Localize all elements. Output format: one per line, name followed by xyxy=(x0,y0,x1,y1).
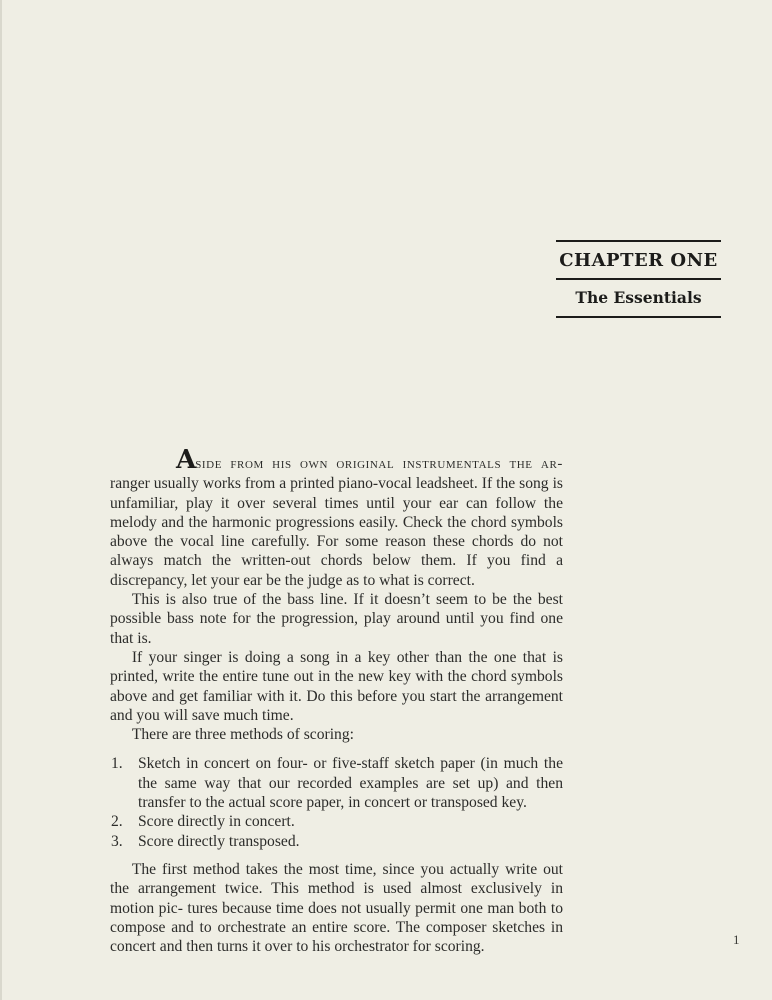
chapter-title: CHAPTER ONE xyxy=(559,250,718,271)
list-item-text: Score directly transposed. xyxy=(138,832,300,850)
methods-list xyxy=(110,754,563,850)
page-edge xyxy=(0,0,2,1000)
opening-smallcaps: side from his own original instrumentals the ar- xyxy=(195,456,563,472)
drop-cap: A xyxy=(176,445,196,475)
paragraph-3: If your singer is doing a song in a key other than the one that is printed, write the entire tune out in the new key with the chord symbols above and get familiar with it. Do this before you start the arrangement and you will save much time. xyxy=(110,648,563,724)
list-item xyxy=(110,832,563,851)
list-item-number: 2. xyxy=(111,813,123,831)
list-item xyxy=(110,754,563,812)
page-number: 1 xyxy=(733,932,740,947)
list-item xyxy=(110,812,563,831)
chapter-heading xyxy=(556,240,721,318)
body-text xyxy=(110,445,563,956)
paragraph-4: There are three methods of scoring: xyxy=(131,726,354,744)
paragraph-1 xyxy=(110,445,563,590)
paragraph-1-text: ranger usually works from a printed piano-vocal leadsheet. If the song is unfamiliar, play it over several times until your ear can follow the melody and the harmonic progressions easily. Check the chord symbols above the vocal line carefully. For some reason these chords do not always match the written-out chords below them. If you find a discrepancy, let your ear be the judge as to what is correct. xyxy=(110,475,563,589)
list-item-text: Score directly in concert. xyxy=(138,813,295,831)
chapter-subtitle: The Essentials xyxy=(575,288,702,307)
list-item-text: Sketch in concert on four- or five-staff sketch paper (in much the the same way that our recorded examples are set up) and then transfer to the actual score paper, in concert or transposed key. xyxy=(138,755,563,812)
chapter-bottom-rule xyxy=(556,316,721,318)
chapter-top-rule xyxy=(556,240,721,242)
list-item-number: 1. xyxy=(111,755,123,773)
chapter-middle-rule xyxy=(556,278,721,280)
paragraph-5: The first method takes the most time, since you actually write out the arrangement twice. This method is used almost exclusively in motion pic- tures because time does not usually permit one man both to compose and to orchestrate an entire score. The composer sketches in concert and then turns it over to his orchestrator for scoring. xyxy=(110,860,563,956)
paragraph-2: This is also true of the bass line. If it doesn’t seem to be the best possible bass note for the progression, play around until you find one that is. xyxy=(110,591,563,647)
list-item-number: 3. xyxy=(111,832,123,850)
